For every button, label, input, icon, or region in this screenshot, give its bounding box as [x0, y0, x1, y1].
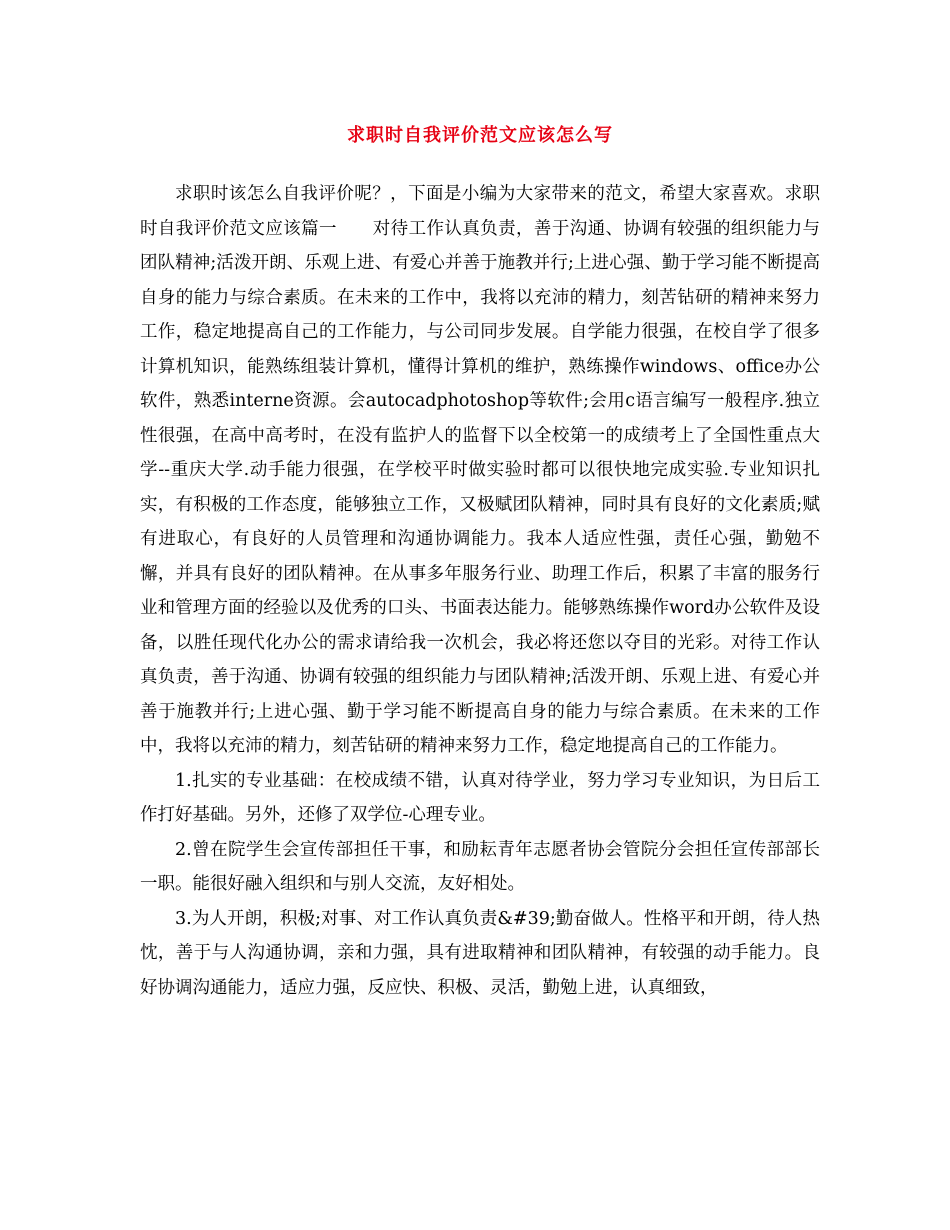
- paragraph-intro: 求职时该怎么自我评价呢？，下面是小编为大家带来的范文，希望大家喜欢。求职时自我评价范文应该篇一 对待工作认真负责，善于沟通、协调有较强的组织能力与团队精神;活泼开朗、乐观上进、有爱心并善于施教并行;上进心强、勤于学习能不断提高自身的能力与综合素质。在未来的工作中，我将以充沛的精力，刻苦钻研的精神来努力工作，稳定地提高自己的工作能力，与公司同步发展。自学能力很强，在校自学了很多计算机知识，能熟练组装计算机，懂得计算机的维护，熟练操作windows、office办公软件，熟悉interne资源。会autocadphotoshop等软件;会用c语言编写一般程序.独立性很强，在高中高考时，在没有监护人的监督下以全校第一的成绩考上了全国性重点大学--重庆大学.动手能力很强，在学校平时做实验时都可以很快地完成实验.专业知识扎实，有积极的工作态度，能够独立工作，又极赋团队精神，同时具有良好的文化素质;赋有进取心，有良好的人员管理和沟通协调能力。我本人适应性强，责任心强，勤勉不懈，并具有良好的团队精神。在从事多年服务行业、助理工作后，积累了丰富的服务行业和管理方面的经验以及优秀的口头、书面表达能力。能够熟练操作word办公软件及设备，以胜任现代化办公的需求请给我一次机会，我必将还您以夺目的光彩。对待工作认真负责，善于沟通、协调有较强的组织能力与团队精神;活泼开朗、乐观上进、有爱心并善于施教并行;上进心强、勤于学习能不断提高自身的能力与综合素质。在未来的工作中，我将以充沛的精力，刻苦钻研的精神来努力工作，稳定地提高自己的工作能力。: [140, 184, 820, 756]
- document-body: [140, 177, 820, 1005]
- paragraph-point-2: 2.曾在院学生会宣传部担任干事，和励耘青年志愿者协会管院分会担任宣传部部长一职。能很好融入组织和与别人交流，友好相处。: [140, 839, 820, 894]
- paragraph-point-1: 1.扎实的专业基础：在校成绩不错，认真对待学业，努力学习专业知识，为日后工作打好基础。另外，还修了双学位-心理专业。: [140, 770, 820, 825]
- document-title: 求职时自我评价范文应该怎么写: [347, 125, 613, 146]
- paragraph-point-3: 3.为人开朗，积极;对事、对工作认真负责&#39;勤奋做人。性格平和开朗，待人热忱，善于与人沟通协调，亲和力强，具有进取精神和团队精神，有较强的动手能力。良好协调沟通能力，适应力强，反应快、积极、灵活，勤勉上进，认真细致，: [140, 908, 820, 998]
